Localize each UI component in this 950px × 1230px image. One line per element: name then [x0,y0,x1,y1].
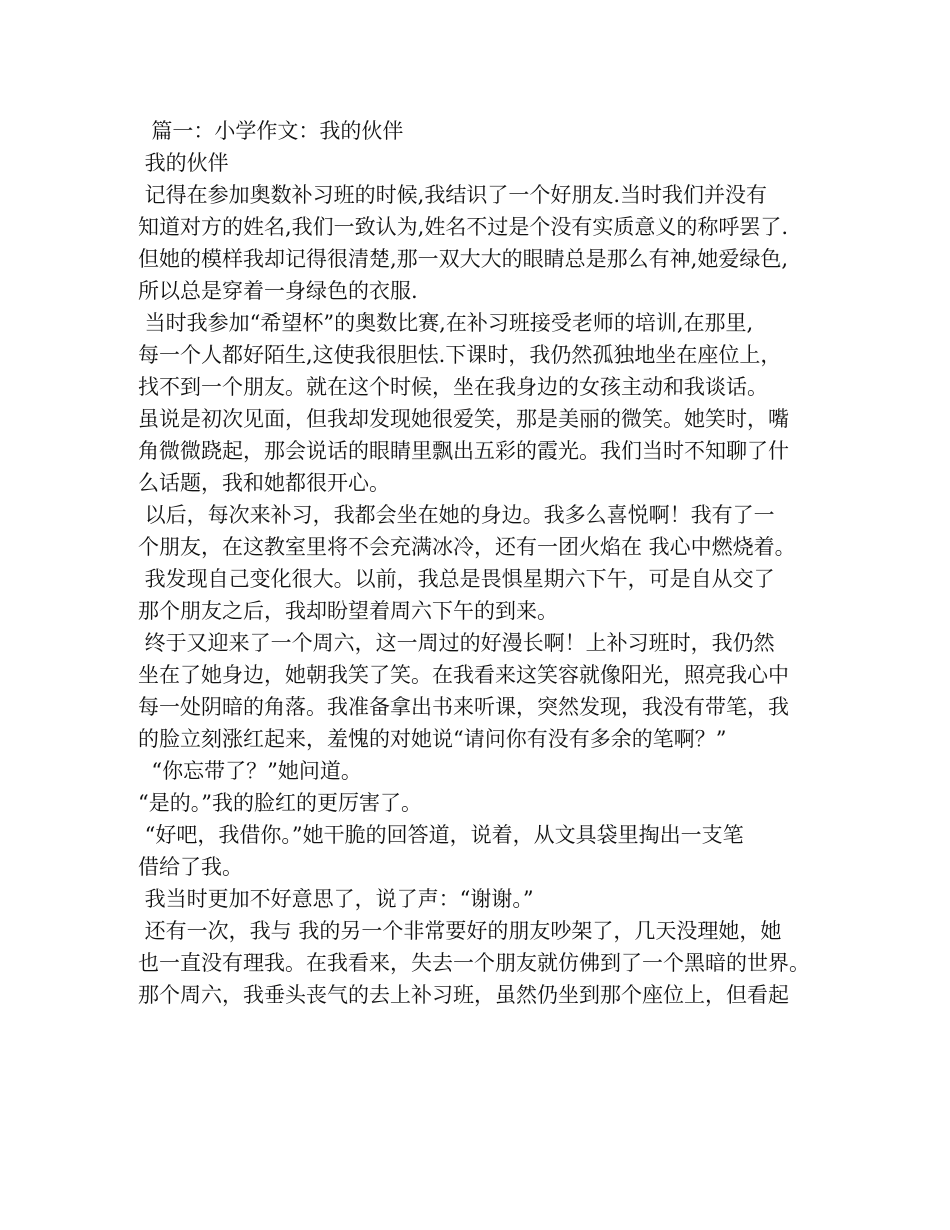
text-line: 虽说是初次见面，但我却发现她很爱笑，那是美丽的微笑。她笑时，嘴 [138,407,789,431]
text-line: 那个周六，我垂头丧气的去上补习班，虽然仍坐到那个座位上，但看起 [138,983,789,1007]
text-line: 记得在参加奥数补习班的时候,我结识了一个好朋友.当时我们并没有 [138,183,768,207]
text-line: 的脸立刻涨红起来，羞愧的对她说“请问你有没有多余的笔啊？” [138,727,727,751]
text-line: 每一个人都好陌生,这使我很胆怯.下课时，我仍然孤独地坐在座位上， [138,343,782,367]
text-line: 么话题，我和她都很开心。 [138,471,390,495]
text-line: 我当时更加不好意思了，说了声：“谢谢。” [138,887,534,911]
text-line: 借给了我。 [138,855,243,879]
text-line: 当时我参加“希望杯”的奥数比赛,在补习班接受老师的培训,在那里, [138,311,754,335]
text-line: 角微微跷起，那会说话的眼睛里飘出五彩的霞光。我们当时不知聊了什 [138,439,789,463]
text-line: 知道对方的姓名,我们一致认为,姓名不过是个没有实质意义的称呼罢了. [138,215,789,239]
text-line: 终于又迎来了一个周六，这一周过的好漫长啊！上补习班时，我仍然 [138,631,775,655]
text-line: 找不到一个朋友。就在这个时候，坐在我身边的女孩主动和我谈话。 [138,375,768,399]
section-heading: 篇一：小学作文：我的伙伴 [138,119,404,143]
text-line: “你忘带了？”她问道。 [138,759,362,783]
text-line: 所以总是穿着一身绿色的衣服. [138,279,418,303]
text-line: 但她的模样我却记得很清楚,那一双大大的眼睛总是那么有神,她爱绿色, [138,247,789,271]
essay-title: 我的伙伴 [138,151,229,175]
text-line: 也一直没有理我。在我看来，失去一个朋友就仿佛到了一个黑暗的世界。 [138,951,810,975]
text-line: 我发现自己变化很大。以前，我总是畏惧星期六下午，可是自从交了 [138,567,775,591]
text-line: 那个朋友之后，我却盼望着周六下午的到来。 [138,599,558,623]
text-line: 个朋友，在这教室里将不会充满冰冷，还有一团火焰在 我心中燃烧着。 [138,535,796,559]
text-line: 每一处阴暗的角落。我准备拿出书来听课，突然发现，我没有带笔，我 [138,695,789,719]
text-line: 坐在了她身边，她朝我笑了笑。在我看来这笑容就像阳光，照亮我心中 [138,663,789,687]
text-line: “是的。”我的脸红的更厉害了。 [138,791,422,815]
text-line: “好吧，我借你。”她干脆的回答道，说着，从文具袋里掏出一支笔 [138,823,744,847]
document-body [138,115,828,1011]
text-line: 以后，每次来补习，我都会坐在她的身边。我多么喜悦啊！我有了一 [138,503,775,527]
text-line: 还有一次，我与 我的另一个非常要好的朋友吵架了，几天没理她，她 [138,919,782,943]
